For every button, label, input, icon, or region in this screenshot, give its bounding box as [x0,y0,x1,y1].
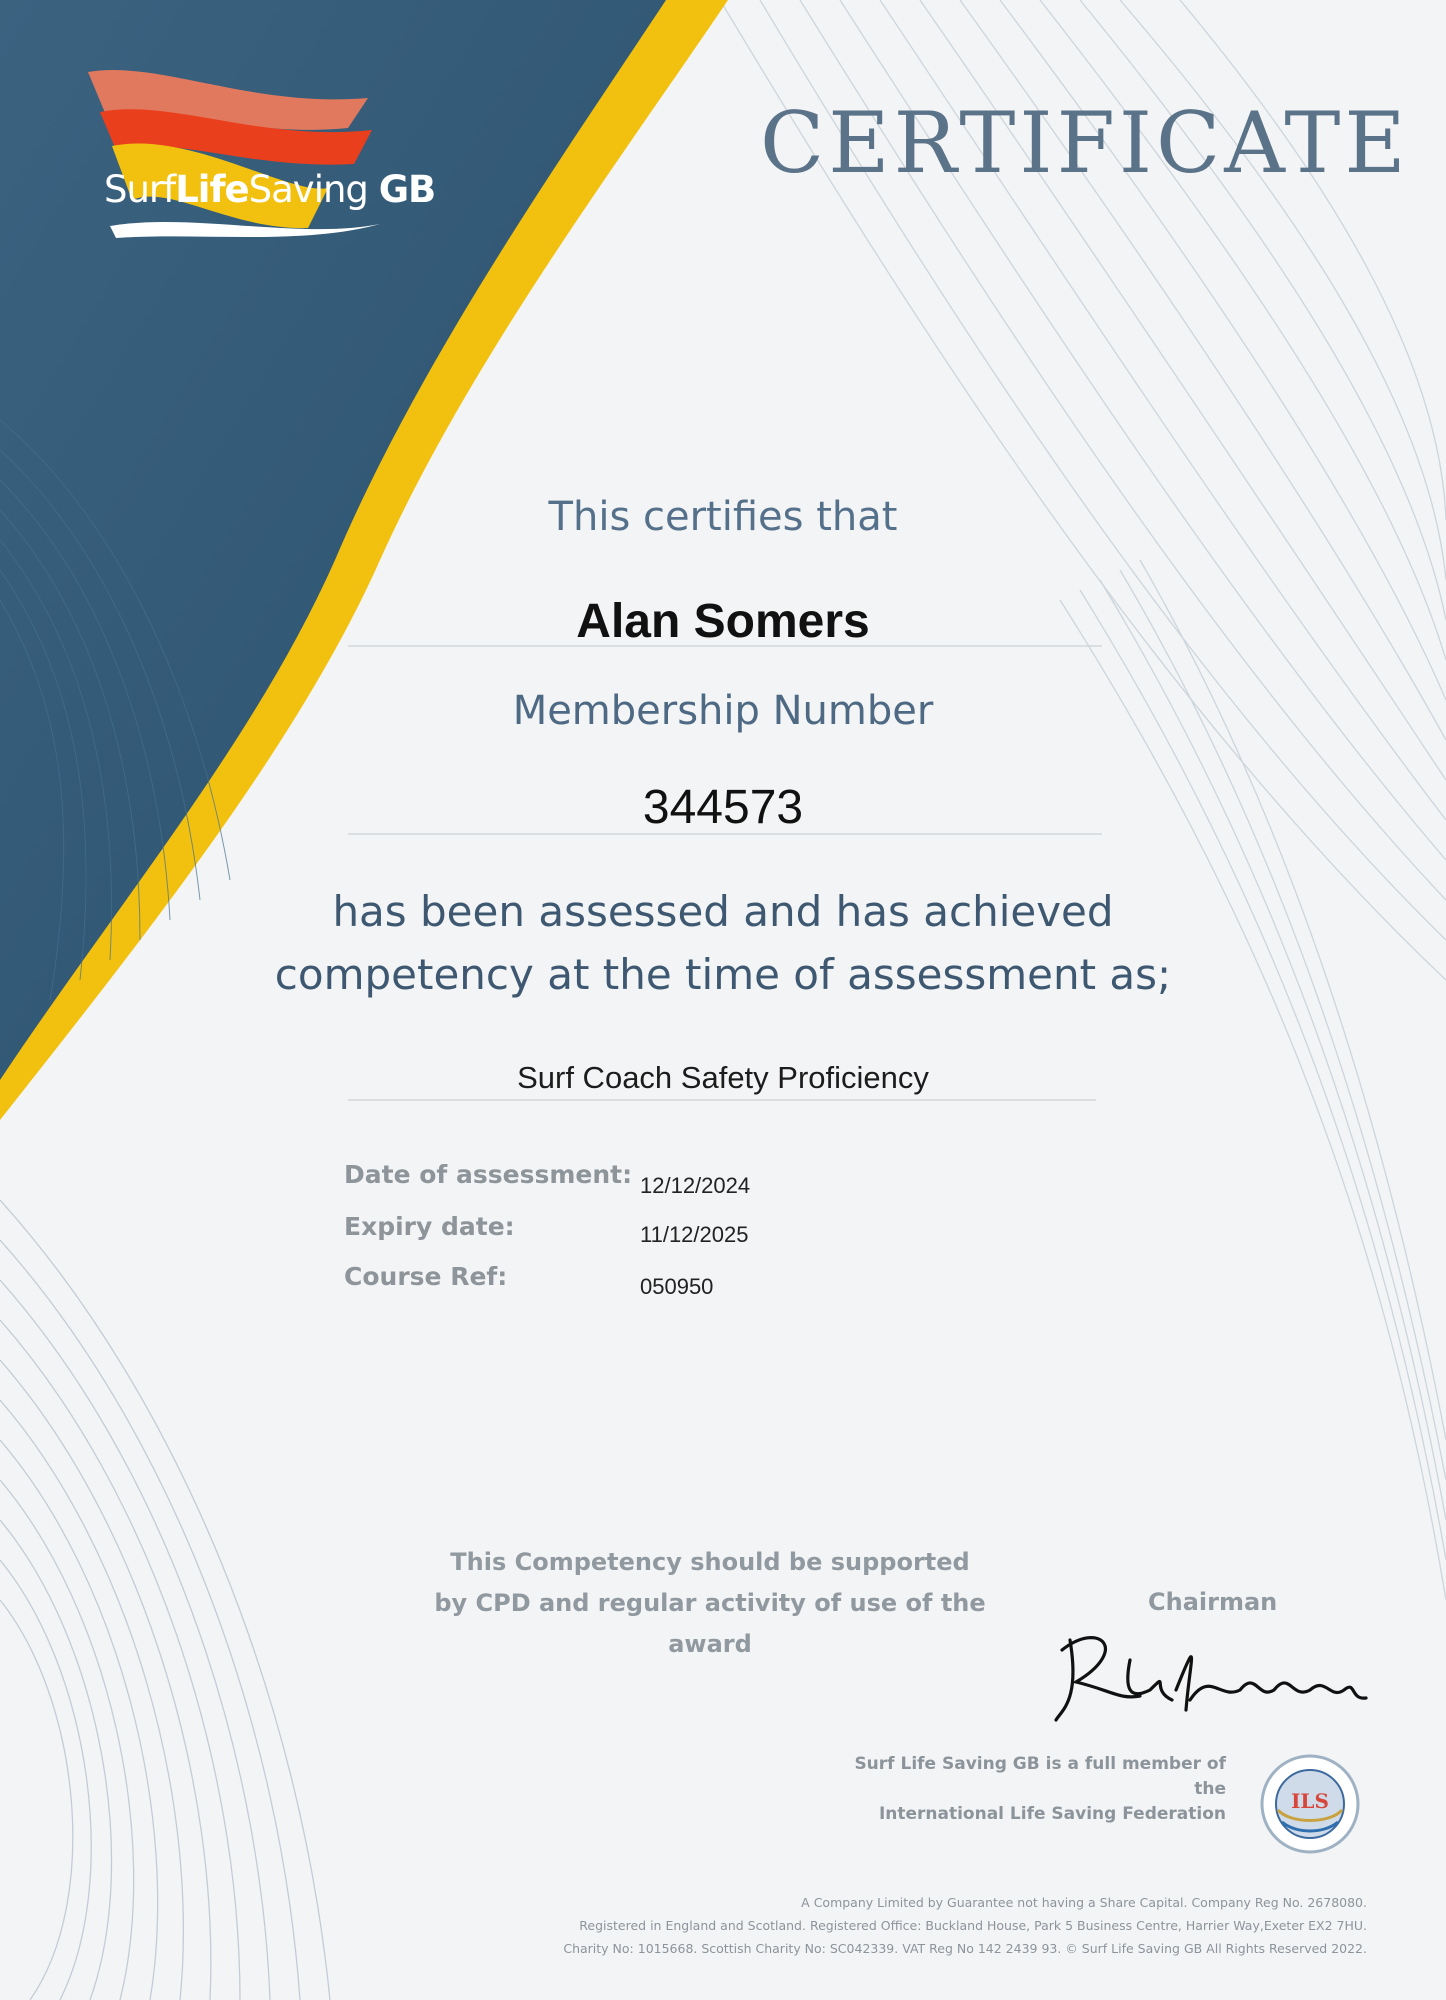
logo-text-gb: GB [378,168,436,211]
logo-wordmark [104,168,435,211]
certifies-intro: This certifies that [548,494,898,540]
date-of-assessment-value: 12/12/2024 [640,1173,751,1198]
cpd-line-2: by CPD and regular activity of use of the award [434,1589,986,1658]
expiry-date-value: 11/12/2025 [640,1222,749,1247]
award-title: Surf Coach Safety Proficiency [517,1060,929,1095]
legal-notice [420,1891,1367,1960]
logo-text-surf: Surf [104,168,176,211]
statement-line-1: has been assessed and has achieved [332,887,1114,936]
course-ref-label: Course Ref: [344,1262,508,1291]
course-ref-value: 050950 [640,1274,714,1299]
expiry-date-label: Expiry date: [344,1212,515,1241]
membership-number: 344573 [642,781,804,834]
membership-label: Membership Number [512,688,934,734]
date-of-assessment-label: Date of assessment: [344,1160,633,1189]
logo-text-life: Life [175,168,249,211]
ils-badge-icon [1262,1756,1358,1852]
cpd-note [420,1542,1000,1665]
assessment-statement [0,880,1446,1006]
member-line-1: Surf Life Saving GB is a full member of the [854,1754,1226,1799]
legal-line-3: Charity No: 1015668. Scottish Charity No: SC042339. VAT Reg No 142 2439 93. © Surf Life Saving GB All Rights Reserved 2022. [563,1941,1367,1956]
ilsf-membership-note [820,1752,1226,1827]
legal-line-2: Registered in England and Scotland. Registered Office: Buckland House, Park 5 Business Centre, Harrier Way,Exeter EX2 7HU. [579,1918,1367,1933]
legal-line-1: A Company Limited by Guarantee not having a Share Capital. Company Reg No. 2678080. [801,1895,1367,1910]
statement-line-2: competency at the time of assessment as; [274,950,1172,999]
member-line-2: International Life Saving Federation [878,1804,1226,1824]
logo-text-saving: Saving [248,168,368,211]
svg-text:ILS: ILS [1291,1789,1329,1813]
cpd-line-1: This Competency should be supported [450,1548,970,1576]
recipient-name: Alan Somers [576,595,870,648]
chairman-label: Chairman [1148,1588,1278,1616]
certificate-title: CERTIFICATE [760,94,1410,192]
